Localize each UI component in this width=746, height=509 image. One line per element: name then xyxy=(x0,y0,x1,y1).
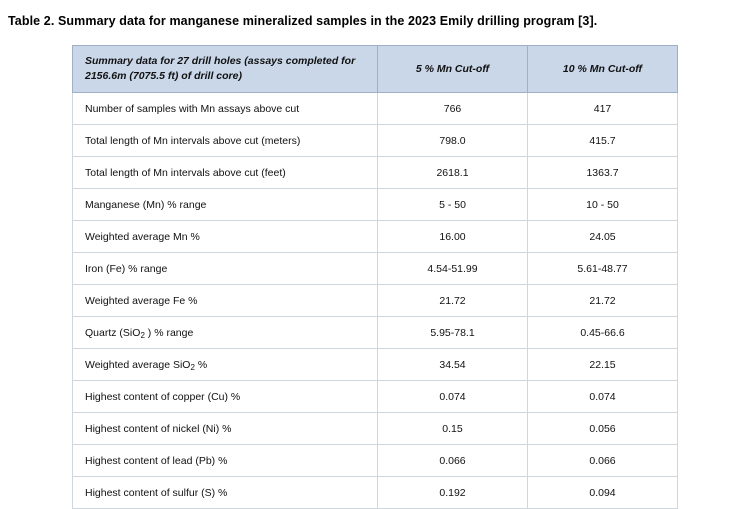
row-label: Quartz (SiO$_2$ ) % range xyxy=(73,317,378,349)
cell-cut10: 0.056 xyxy=(528,413,678,445)
cell-cut5: 766 xyxy=(378,93,528,125)
table-row xyxy=(73,477,678,509)
row-label: Weighted average SiO$_2$ % xyxy=(73,349,378,381)
cell-cut5: 5.95-78.1 xyxy=(378,317,528,349)
table-header xyxy=(73,46,678,93)
row-label: Iron (Fe) % range xyxy=(73,253,378,285)
row-label: Number of samples with Mn assays above cut xyxy=(73,93,378,125)
cell-cut5: 5 - 50 xyxy=(378,189,528,221)
row-label: Highest content of nickel (Ni) % xyxy=(73,413,378,445)
cell-cut10: 22.15 xyxy=(528,349,678,381)
cell-cut5: 0.15 xyxy=(378,413,528,445)
cell-cut10: 0.066 xyxy=(528,445,678,477)
table-row xyxy=(73,157,678,189)
cell-cut10: 10 - 50 xyxy=(528,189,678,221)
cell-cut5: 0.192 xyxy=(378,477,528,509)
cell-cut5: 16.00 xyxy=(378,221,528,253)
table-row xyxy=(73,285,678,317)
cell-cut10: 415.7 xyxy=(528,125,678,157)
cell-cut10: 0.074 xyxy=(528,381,678,413)
table-row xyxy=(73,189,678,221)
row-label: Highest content of sulfur (S) % xyxy=(73,477,378,509)
cell-cut10: 0.45-66.6 xyxy=(528,317,678,349)
row-label: Weighted average Mn % xyxy=(73,221,378,253)
cell-cut10: 417 xyxy=(528,93,678,125)
table-row xyxy=(73,381,678,413)
table-row xyxy=(73,253,678,285)
column-header-summary: Summary data for 27 drill holes (assays completed for 2156.6m (7075.5 ft) of drill core) xyxy=(73,46,378,93)
cell-cut10: 21.72 xyxy=(528,285,678,317)
cell-cut5: 21.72 xyxy=(378,285,528,317)
row-label: Total length of Mn intervals above cut (meters) xyxy=(73,125,378,157)
cell-cut10: 1363.7 xyxy=(528,157,678,189)
table-row xyxy=(73,317,678,349)
cell-cut5: 0.074 xyxy=(378,381,528,413)
row-label: Highest content of lead (Pb) % xyxy=(73,445,378,477)
table-row xyxy=(73,349,678,381)
summary-table-container xyxy=(72,45,677,509)
row-label: Total length of Mn intervals above cut (feet) xyxy=(73,157,378,189)
row-label: Highest content of copper (Cu) % xyxy=(73,381,378,413)
cell-cut5: 0.066 xyxy=(378,445,528,477)
cell-cut10: 5.61-48.77 xyxy=(528,253,678,285)
table-row xyxy=(73,93,678,125)
cell-cut5: 4.54-51.99 xyxy=(378,253,528,285)
table-caption: Table 2. Summary data for manganese mineralized samples in the 2023 Emily drilling program [3]. xyxy=(8,14,598,28)
row-label: Weighted average Fe % xyxy=(73,285,378,317)
table-row xyxy=(73,221,678,253)
table-header-row xyxy=(73,46,678,93)
cell-cut10: 24.05 xyxy=(528,221,678,253)
table-row xyxy=(73,445,678,477)
column-header-cut10: 10 % Mn Cut-off xyxy=(528,46,678,93)
cell-cut5: 34.54 xyxy=(378,349,528,381)
column-header-cut5: 5 % Mn Cut-off xyxy=(378,46,528,93)
cell-cut5: 2618.1 xyxy=(378,157,528,189)
cell-cut5: 798.0 xyxy=(378,125,528,157)
table-body xyxy=(73,93,678,509)
table-row xyxy=(73,125,678,157)
summary-table xyxy=(72,45,678,509)
table-row xyxy=(73,413,678,445)
cell-cut10: 0.094 xyxy=(528,477,678,509)
row-label: Manganese (Mn) % range xyxy=(73,189,378,221)
